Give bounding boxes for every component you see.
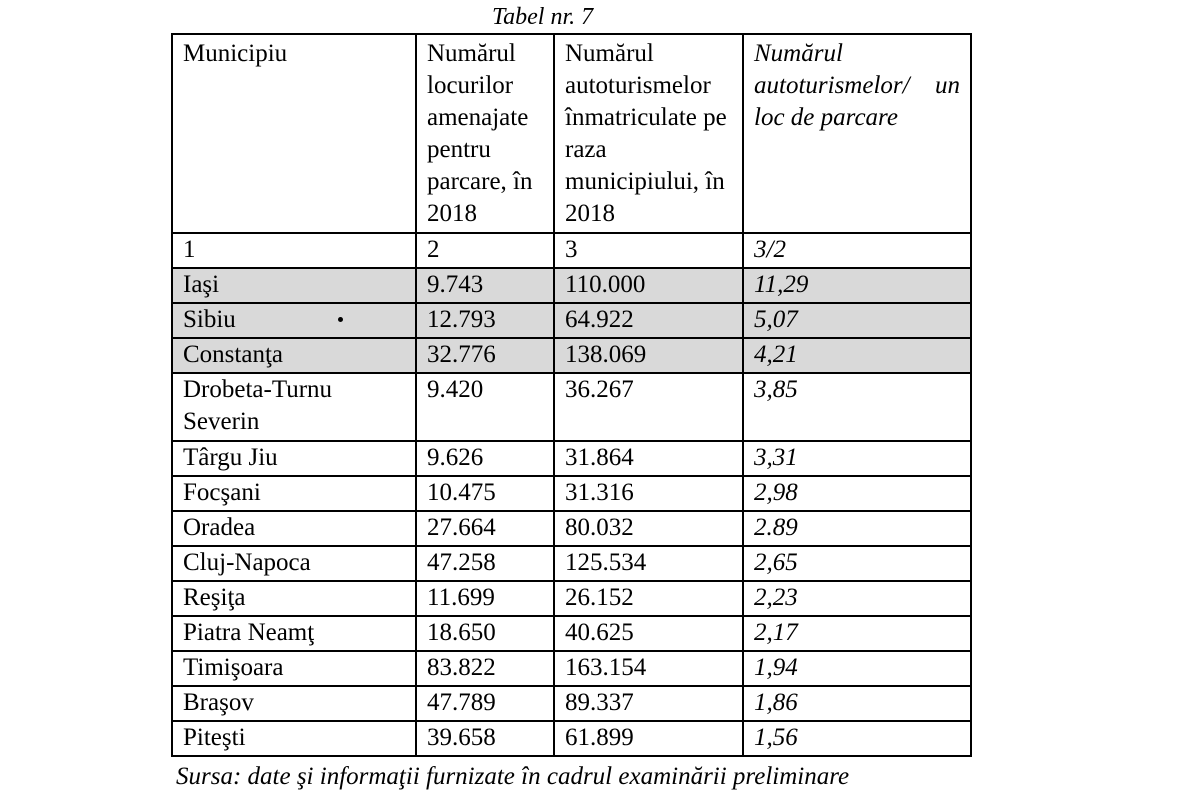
cell-raport: 2,17: [743, 616, 971, 651]
cell-autoturisme: 26.152: [554, 581, 743, 616]
table-row: [172, 441, 971, 476]
index-cell: 3/2: [743, 233, 971, 268]
cell-autoturisme: 36.267: [554, 373, 743, 441]
table-caption-text: Tabel nr. 7: [492, 4, 594, 30]
cell-municipiu: Reşiţa: [172, 581, 416, 616]
cell-raport: 3,31: [743, 441, 971, 476]
cell-locuri: 9.420: [416, 373, 554, 441]
cell-municipiu: Drobeta-Turnu Severin: [172, 373, 416, 441]
table-row: [172, 616, 971, 651]
header-raport: Numărul autoturismelor/ un loc de parcare: [743, 34, 971, 233]
stray-dot: [338, 317, 343, 322]
cell-autoturisme: 64.922: [554, 303, 743, 338]
parking-table: [171, 33, 972, 757]
cell-locuri: 27.664: [416, 511, 554, 546]
cell-autoturisme: 40.625: [554, 616, 743, 651]
cell-raport: 2.89: [743, 511, 971, 546]
cell-locuri: 9.626: [416, 441, 554, 476]
cell-locuri: 10.475: [416, 476, 554, 511]
cell-raport: 2,65: [743, 546, 971, 581]
table-row: [172, 476, 971, 511]
cell-autoturisme: 31.864: [554, 441, 743, 476]
cell-municipiu: Braşov: [172, 686, 416, 721]
cell-municipiu: Constanţa: [172, 338, 416, 373]
cell-locuri: 18.650: [416, 616, 554, 651]
cell-municipiu: Piatra Neamţ: [172, 616, 416, 651]
cell-locuri: 39.658: [416, 721, 554, 756]
cell-municipiu: Târgu Jiu: [172, 441, 416, 476]
cell-raport: 1,56: [743, 721, 971, 756]
table-row: [172, 721, 971, 756]
cell-municipiu: Sibiu: [172, 303, 416, 338]
cell-municipiu: Focşani: [172, 476, 416, 511]
table-row: [172, 581, 971, 616]
cell-autoturisme: 125.534: [554, 546, 743, 581]
table-row: [172, 686, 971, 721]
index-cell: 2: [416, 233, 554, 268]
cell-locuri: 32.776: [416, 338, 554, 373]
cell-raport: 5,07: [743, 303, 971, 338]
source-note: Sursa: date şi informaţii furnizate în cadrul examinării preliminare: [176, 763, 850, 790]
table-row: [172, 338, 971, 373]
index-cell: 3: [554, 233, 743, 268]
cell-locuri: 47.789: [416, 686, 554, 721]
cell-raport: 1,86: [743, 686, 971, 721]
cell-municipiu: Iaşi: [172, 268, 416, 303]
cell-autoturisme: 80.032: [554, 511, 743, 546]
cell-autoturisme: 163.154: [554, 651, 743, 686]
cell-autoturisme: 31.316: [554, 476, 743, 511]
table-row: [172, 511, 971, 546]
cell-municipiu: Timişoara: [172, 651, 416, 686]
cell-locuri: 12.793: [416, 303, 554, 338]
cell-autoturisme: 110.000: [554, 268, 743, 303]
index-cell: 1: [172, 233, 416, 268]
index-row: [172, 233, 971, 268]
cell-locuri: 83.822: [416, 651, 554, 686]
cell-raport: 11,29: [743, 268, 971, 303]
table-row: [172, 303, 971, 338]
cell-raport: 2,98: [743, 476, 971, 511]
table-row: [172, 268, 971, 303]
header-row: [172, 34, 971, 233]
header-autoturisme: Numărul autoturismelor înmatriculate pe raza municipiului, în 2018: [554, 34, 743, 233]
cell-raport: 3,85: [743, 373, 971, 441]
cell-municipiu: Cluj-Napoca: [172, 546, 416, 581]
cell-locuri: 11.699: [416, 581, 554, 616]
cell-raport: 2,23: [743, 581, 971, 616]
table-row: [172, 546, 971, 581]
cell-autoturisme: 138.069: [554, 338, 743, 373]
header-locuri: Numărul locurilor amenajate pentru parcare, în 2018: [416, 34, 554, 233]
cell-autoturisme: 89.337: [554, 686, 743, 721]
cell-raport: 4,21: [743, 338, 971, 373]
table-row: [172, 373, 971, 441]
cell-raport: 1,94: [743, 651, 971, 686]
table-row: [172, 651, 971, 686]
cell-locuri: 9.743: [416, 268, 554, 303]
header-municipiu: Municipiu: [172, 34, 416, 233]
cell-municipiu: Piteşti: [172, 721, 416, 756]
cell-autoturisme: 61.899: [554, 721, 743, 756]
cell-municipiu: Oradea: [172, 511, 416, 546]
cell-locuri: 47.258: [416, 546, 554, 581]
